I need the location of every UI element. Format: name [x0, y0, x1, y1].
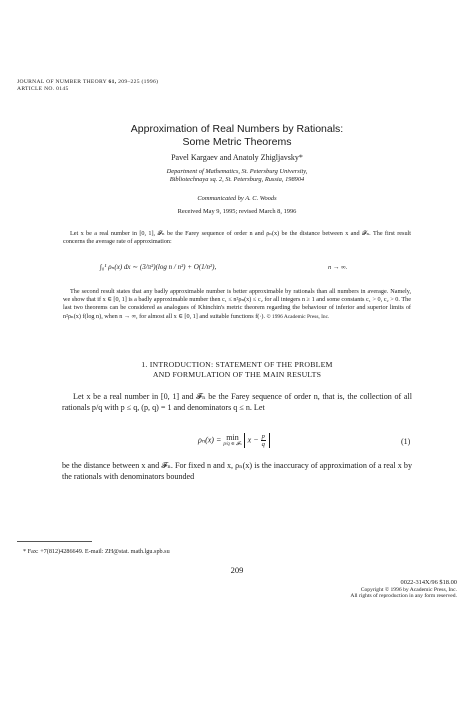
- paper-title: [0, 123, 474, 149]
- equation-1-numerator: p: [261, 433, 265, 440]
- price-code: 0022-314X/96 $18.00: [400, 579, 457, 586]
- journal-header: [17, 79, 158, 93]
- abstract-para-1: [63, 230, 411, 246]
- affiliation: [0, 168, 474, 184]
- journal-pages: 209–225 (1996): [118, 79, 159, 85]
- journal-citation: [17, 79, 158, 86]
- abstract-text-2: The second result states that any badly approximable number is better approximable by rationals than all numbers in average. Namely, we show that if x ∈ [0, 1] is a badly approximable number then c₁ ≤ n²ρₙ(x) ≤ c₂ for all integers n ≥ 1 and some constants c₁ > 0, c₂ > 0. The last two theorems can be considered as analogues of Khinchin's metric theorem regarding the behaviour of inferior and superior limits of n²ρₙ(x) f(log n), when n → ∞, for almost all x ∈ [0, 1] and suitable functions f(·).: [63, 288, 411, 320]
- equation-1-body: [198, 433, 270, 448]
- publisher-info: [350, 580, 457, 600]
- publisher-copyright: Copyright © 1996 by Academic Press, Inc.: [360, 586, 457, 593]
- abstract-equation: [100, 263, 348, 271]
- abstract-equation-body: ∫₀¹ ρₙ(x) dx ∼ (3/π²)(log n / n²) + O(1/n²),: [100, 263, 217, 271]
- title-line-1: Approximation of Real Numbers by Rationals:: [130, 123, 344, 135]
- authors: Pavel Kargaev and Anatoly Zhigljavsky*: [171, 153, 303, 162]
- body-text-2: be the distance between x and 𝓕ₙ. For fixed n and x, ρₙ(x) is the inaccuracy of approximation of a real x by the rationals with denominators bounded: [62, 461, 412, 481]
- article-number: ARTICLE NO. 0145: [17, 86, 69, 92]
- affiliation-line-2: Bibliotechnaya sq. 2, St. Petersburg, Russia, 198904: [169, 176, 305, 183]
- equation-1-min-op: min: [226, 432, 239, 442]
- body-para-1: [62, 392, 412, 413]
- body-para-2: [62, 461, 412, 482]
- journal-volume: 61,: [108, 79, 117, 85]
- abstract-equation-condition: n → ∞.: [328, 264, 348, 271]
- received-date: Received May 9, 1995; revised March 8, 1996: [177, 208, 297, 215]
- equation-1: [0, 433, 474, 455]
- section-heading-line-1: 1. INTRODUCTION: STATEMENT OF THE PROBLEM: [141, 360, 333, 369]
- equation-1-abs: [244, 433, 270, 448]
- equation-1-lhs: ρₙ(x) =: [198, 435, 224, 445]
- abstract-copyright: © 1996 Academic Press, Inc.: [266, 313, 330, 320]
- abstract-text-1: Let x be a real number in [0, 1], 𝓕ₙ be the Farey sequence of order n and ρₙ(x) be the distance between x and 𝓕ₙ. The first result concerns the average rate of approximation:: [63, 230, 411, 246]
- equation-1-min-subscript: p/q ∈ 𝓕ₙ: [223, 441, 242, 447]
- equation-1-number: (1): [401, 437, 411, 446]
- equation-1-x: x −: [247, 435, 259, 445]
- journal-name: JOURNAL OF NUMBER THEORY: [17, 79, 107, 85]
- body-text-1: Let x be a real number in [0, 1] and 𝓕ₙ be the Farey sequence of order n, that is, the collection of all rationals p/q with p ≤ q, (p, q) = 1 and denominators q ≤ n. Let: [62, 392, 412, 412]
- section-heading-line-2: AND FORMULATION OF THE MAIN RESULTS: [152, 370, 322, 379]
- equation-1-fraction: [261, 433, 266, 448]
- page-number: 209: [230, 565, 244, 575]
- abstract-para-2: [63, 288, 411, 321]
- publisher-rights: All rights of reproduction in any form reserved.: [350, 593, 457, 599]
- communicated-by: Communicated by A. C. Woods: [197, 195, 277, 202]
- equation-1-denominator: q: [261, 441, 265, 448]
- affiliation-line-1: Department of Mathematics, St. Petersburg University,: [166, 168, 308, 175]
- footnote-rule: [17, 541, 92, 542]
- section-heading: [0, 360, 474, 380]
- footnote: * Fax: +7(812)4286649. E-mail: ZH@stat. math.lgu.spb.su: [23, 548, 170, 555]
- title-line-2: Some Metric Theorems: [182, 136, 292, 148]
- equation-1-min: [223, 434, 241, 448]
